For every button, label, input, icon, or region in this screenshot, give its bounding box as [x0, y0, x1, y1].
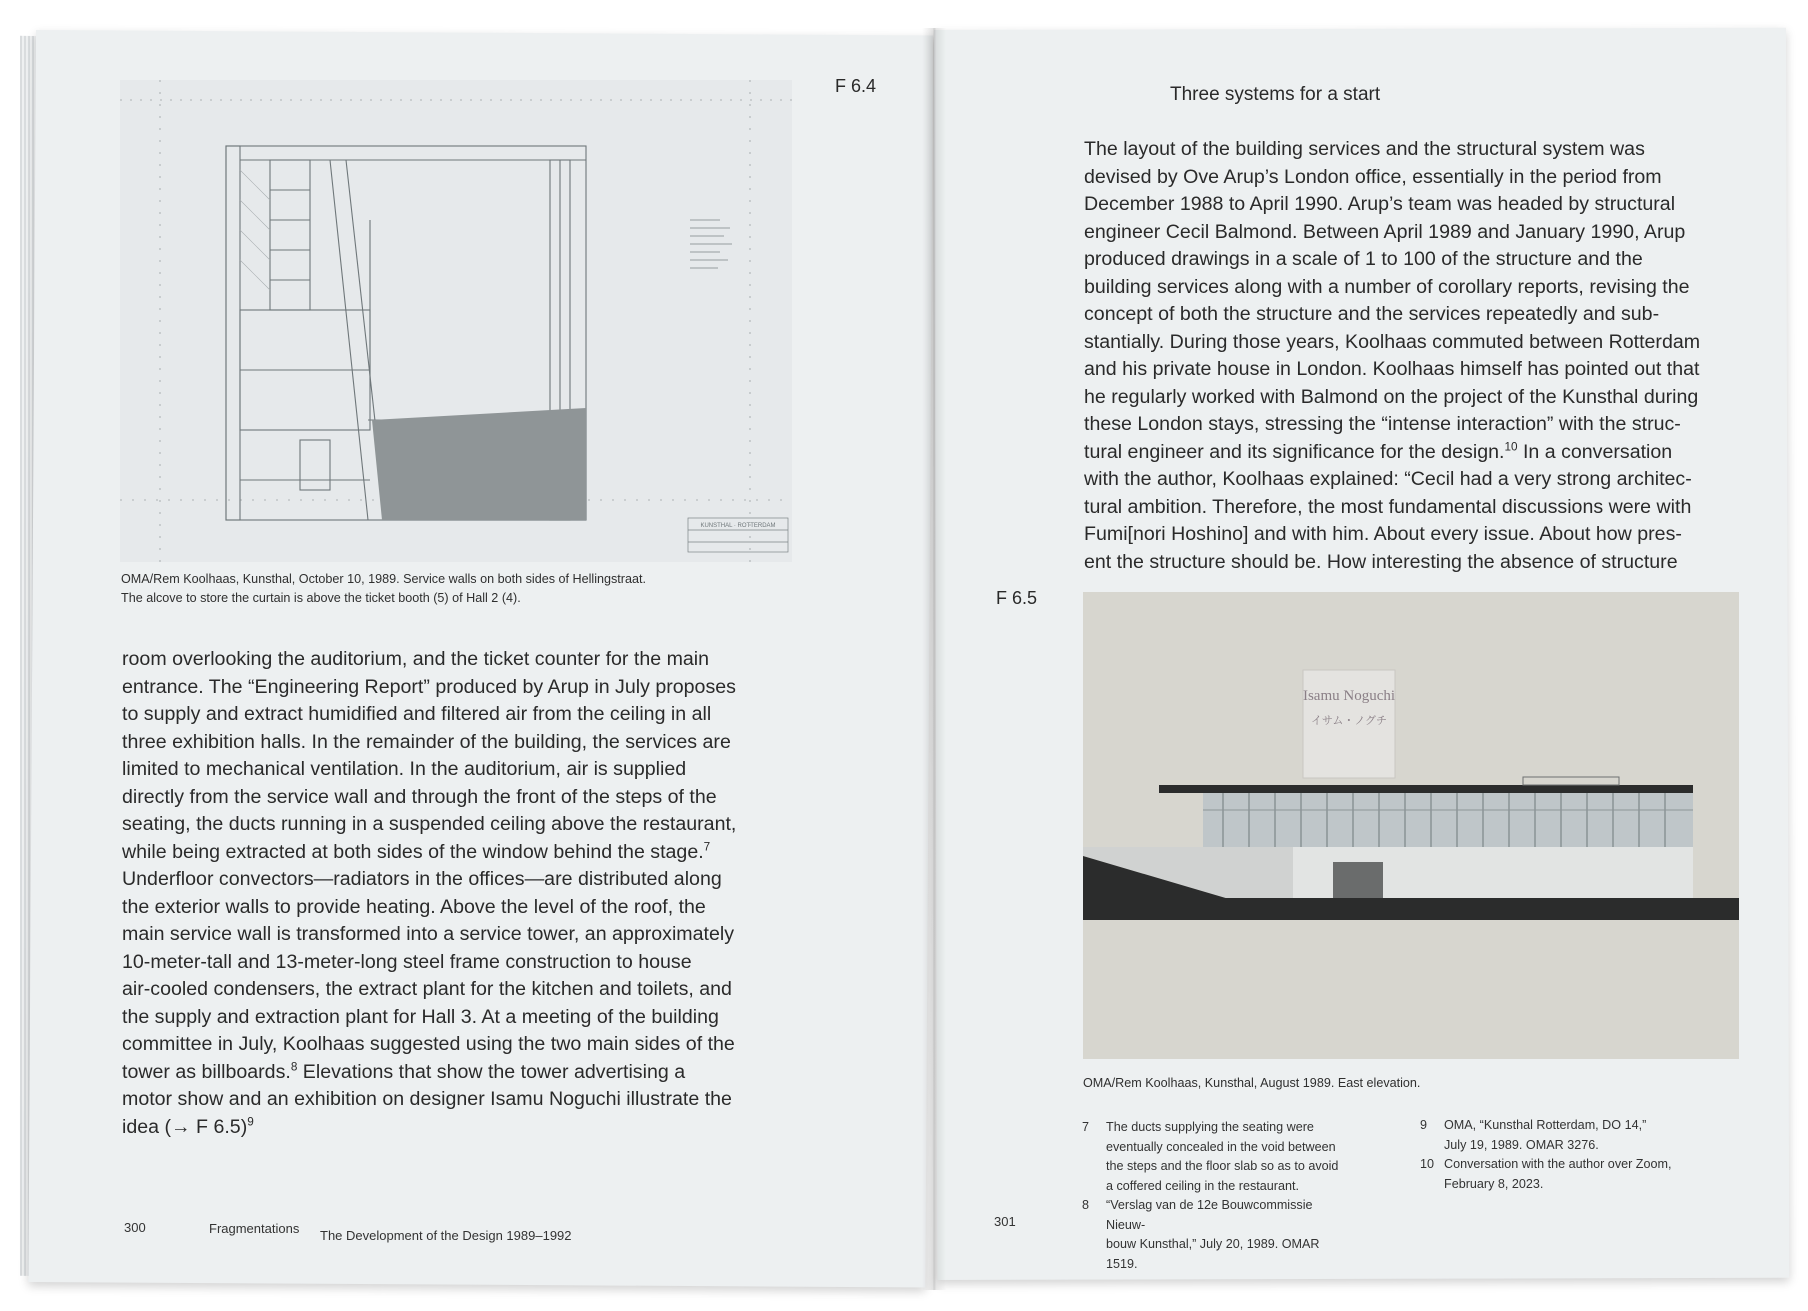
footnote-7-number: 7	[1082, 1120, 1090, 1134]
footnote-9-text: OMA, “Kunsthal Rotterdam, DO 14,” July 19, 1989. OMAR 3276.	[1444, 1118, 1647, 1152]
footer-section: Fragmentations	[209, 1221, 300, 1236]
floor-plan-drawing	[120, 80, 792, 562]
elevation-svg	[1083, 592, 1739, 1059]
left-body-part-3: Elevations that show the tower advertising a motor show and an exhibition on designer Isamu Noguchi illustrate the idea (→ F 6.5)	[122, 1060, 732, 1138]
gutter-shadow	[922, 28, 946, 1290]
left-body-part-2: Underfloor convectors—radiators in the offices—are distributed along the exterior walls to provide heating. Above the level of the roof, the main service wall is transformed into a service tower, an approximately 10-meter-tall and 13-meter-long steel frame construction to house air-cooled condensers, the extract plant for the kitchen and toilets, and the supply and extraction plant for Hall 3. At a meeting of the building committee in July, Koolhaas suggested using the two main sides of the tower as billboards.	[122, 868, 735, 1083]
footer-chapter: The Development of the Design 1989–1992	[320, 1228, 572, 1243]
left-page-number: 300	[124, 1220, 146, 1235]
left-body-text	[122, 646, 822, 1141]
footnote-8	[1082, 1196, 1351, 1274]
running-head: Three systems for a start	[1170, 84, 1381, 105]
footnote-ref-10[interactable]: 10	[1504, 439, 1518, 453]
billboard-text: Isamu Noguchi	[1302, 688, 1396, 704]
footnote-ref-7[interactable]: 7	[703, 839, 711, 853]
footnote-7	[1082, 1118, 1351, 1196]
figure-caption-f64: OMA/Rem Koolhaas, Kunsthal, October 10, 1989. Service walls on both sides of Hellingstraat. The alcove to store the curtain is above the ticket booth (5) of Hall 2 (4).	[121, 572, 647, 605]
footnote-10-number: 10	[1420, 1157, 1435, 1171]
footnote-10	[1420, 1155, 1689, 1194]
right-page-number: 301	[994, 1214, 1016, 1229]
figure-label-f64: F 6.4	[835, 76, 877, 96]
footnote-8-number: 8	[1082, 1198, 1090, 1212]
footnote-ref-8[interactable]: 8	[290, 1059, 298, 1073]
right-body-part-1: The layout of the building services and the structural system was devised by Ove Arup’s London office, essentially in the period from December 1988 to April 1990. Arup’s team was headed by structural engineer Cecil Balmond. Between April 1989 and January 1990, Arup produced drawings in a scale of 1 to 100 of the structure and the building services along with a number of corollary reports, revising the concept of both the structure and the services repeatedly and sub- stantially. During those years, Koolhaas commuted between Rotterdam and his private house in London. Koolhaas himself has pointed out that he regularly worked with Balmond on the project of the Kunsthal during these London stays, stressing the “intense interaction” with the struc- tural engineer and its significance for the design.	[1084, 138, 1701, 463]
footnote-ref-9[interactable]: 9	[247, 1114, 254, 1128]
footnote-7-text: The ducts supplying the seating were eventually concealed in the void between the steps and the floor slab so as to avoid a coffered ceiling in the restaurant.	[1106, 1120, 1339, 1193]
east-elevation-drawing	[1083, 592, 1739, 1059]
right-body-part-2: In a conversation with the author, Koolhaas explained: “Cecil had a very strong architec- tural ambition. Therefore, the most fundamental discussions were with Fumi[nori Hoshino] and with him. About every issue. About how pres- ent the structure should be. How interesting the absence of structure	[1084, 440, 1692, 573]
plan-sheet-label: KUNSTHAL · ROTTERDAM	[700, 523, 776, 529]
footnote-10-text: Conversation with the author over Zoom, February 8, 2023.	[1444, 1157, 1672, 1191]
footnote-9-number: 9	[1420, 1118, 1428, 1132]
footnote-9	[1420, 1116, 1689, 1155]
right-body-text	[1084, 136, 1784, 576]
left-body-part-1: room overlooking the auditorium, and the ticket counter for the main entrance. The “Engineering Report” produced by Arup in July proposes to supply and extract humidified and filtered air from the ceiling in all three exhibition halls. In the remainder of the building, the services are limited to mechanical ventilation. In the auditorium, air is supplied directly from the service wall and through the front of the steps of the seating, the ducts running in a suspended ceiling above the restaurant, while being extracted at both sides of the window behind the stage.	[122, 648, 737, 863]
figure-label-f65: F 6.5	[996, 588, 1038, 608]
floor-plan-svg	[120, 80, 792, 562]
footnote-8-text: “Verslag van de 12e Bouwcommissie Nieuw- bouw Kunsthal,” July 20, 1989. OMAR 1519.	[1106, 1198, 1320, 1271]
billboard-subtext: イサム・ノグチ	[1310, 714, 1388, 727]
figure-caption-f65: OMA/Rem Koolhaas, Kunsthal, August 1989. East elevation.	[1083, 1076, 1421, 1090]
